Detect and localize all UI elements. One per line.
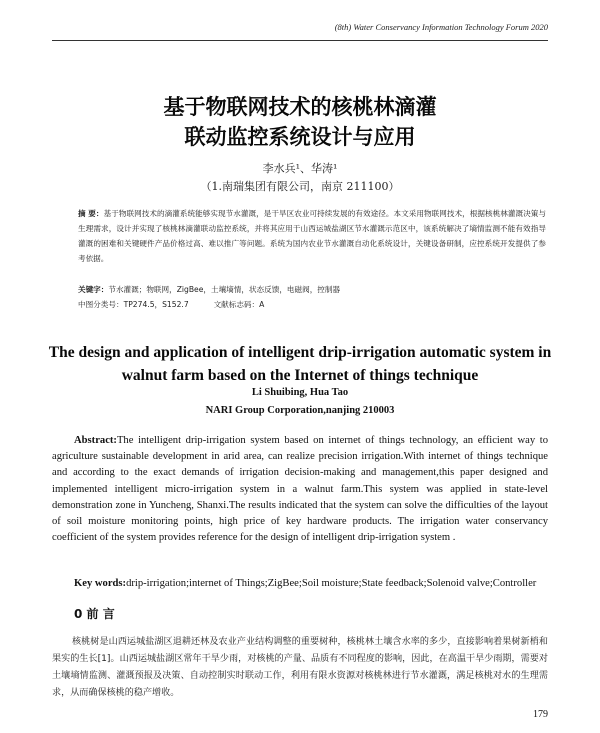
body-text: 核桃树是山西运城盐湖区退耕还林及农业产业结构调整的重要树种，核桃林土壤含水率的多少，直接影响着果树新梢和果实的生长[1]。山西运城盐湖区常年干旱少雨，对核桃的产量、品质有不同程度的影响，因此，在高温干旱少雨期，需要对土壤墒情监测、灌溉预报及决策、自动控制实时联动工作，利用有限水资源对核桃林进行节水灌溉，满足核桃对水的生理需求，从而确保核桃的稳产增收。 <box>52 637 548 698</box>
title-cn-line1: 基于物联网技术的核桃林滴灌 <box>163 94 437 119</box>
abstract-en-text: The intelligent drip-irrigation system based on internet of things technology, an efficient way to agriculture sustainable development in arid area, can realize precision irrigation.With internet of things technique and according to the exact demands of irrigation decision-making and management,this paper designed and implemented intelligent micro-irrigation system in a walnut farm.This system was applied in state-level demonstration zone in Yuncheng, Shanxi.The results indicated that the system can solve the difficulties of the layout of soil moisture monitoring points, high price of key hardware products. The irrigation water conservancy coefficient of the system provides reference for the design of intelligent drip-irrigation system . <box>52 435 548 544</box>
abstract-cn-label: 摘 要： <box>78 209 104 218</box>
doc-code: A <box>259 300 265 309</box>
class-no-label: 中图分类号： <box>78 300 124 309</box>
keywords-en-text: drip-irrigation;internet of Things;ZigBee;Soil moisture;State feedback;Solenoid valve;Controller <box>126 578 537 589</box>
affiliation-cn: （1.南瑞集团有限公司，南京 211100） <box>200 180 400 193</box>
doc-code-label: 文献标志码： <box>213 300 260 309</box>
running-header: (8th) Water Conservancy Information Technology Forum 2020 <box>334 22 548 32</box>
title-en-line1: The design and application of intelligent drip-irrigation automatic system in <box>48 344 552 361</box>
keywords-en <box>74 578 548 589</box>
keywords-cn <box>78 284 546 295</box>
section-heading: 0 前 言 <box>74 607 115 621</box>
class-no: TP274.5，S152.7 <box>123 300 189 309</box>
org-en: NARI Group Corporation,nanjing 210003 <box>205 405 395 416</box>
page-number: 179 <box>533 709 548 720</box>
keywords-en-label: Key words: <box>74 578 127 589</box>
abstract-cn <box>78 206 546 266</box>
abstract-cn-text: 基于物联网技术的滴灌系统能够实现节水灌溉，是干旱区农业可持续发展的有效途径。本文采用物联网技术，根据核桃林灌溉决策与生理需求，设计并实现了核桃林滴灌联动监控系统，并将其应用于山西运城盐湖区节水灌溉示范区中，该系统解决了墒情监测不能有效指导灌溉的困难和关键硬件产品价格过高、难以推广等问题。系统为国内农业节水灌溉自动化系统设计，关键设备研制，应控系统开发提供了参考依据。 <box>78 209 546 263</box>
authors-en: Li Shuibing, Hua Tao <box>251 387 349 398</box>
keywords-cn-label: 关键字： <box>78 285 109 294</box>
abstract-en <box>52 433 548 546</box>
authors-cn: 李水兵¹、华涛¹ <box>262 162 338 175</box>
abstract-en-label: Abstract: <box>74 435 117 446</box>
title-cn-line2: 联动监控系统设计与应用 <box>184 124 416 149</box>
title-en-line2: walnut farm based on the Internet of things technique <box>121 367 479 384</box>
keywords-cn-text: 节水灌溉；物联网，ZigBee，土壤墒情，状态反馈，电磁阀，控制器 <box>108 285 341 294</box>
body-paragraph <box>52 634 548 702</box>
header-rule <box>52 40 548 41</box>
classification <box>78 299 546 310</box>
